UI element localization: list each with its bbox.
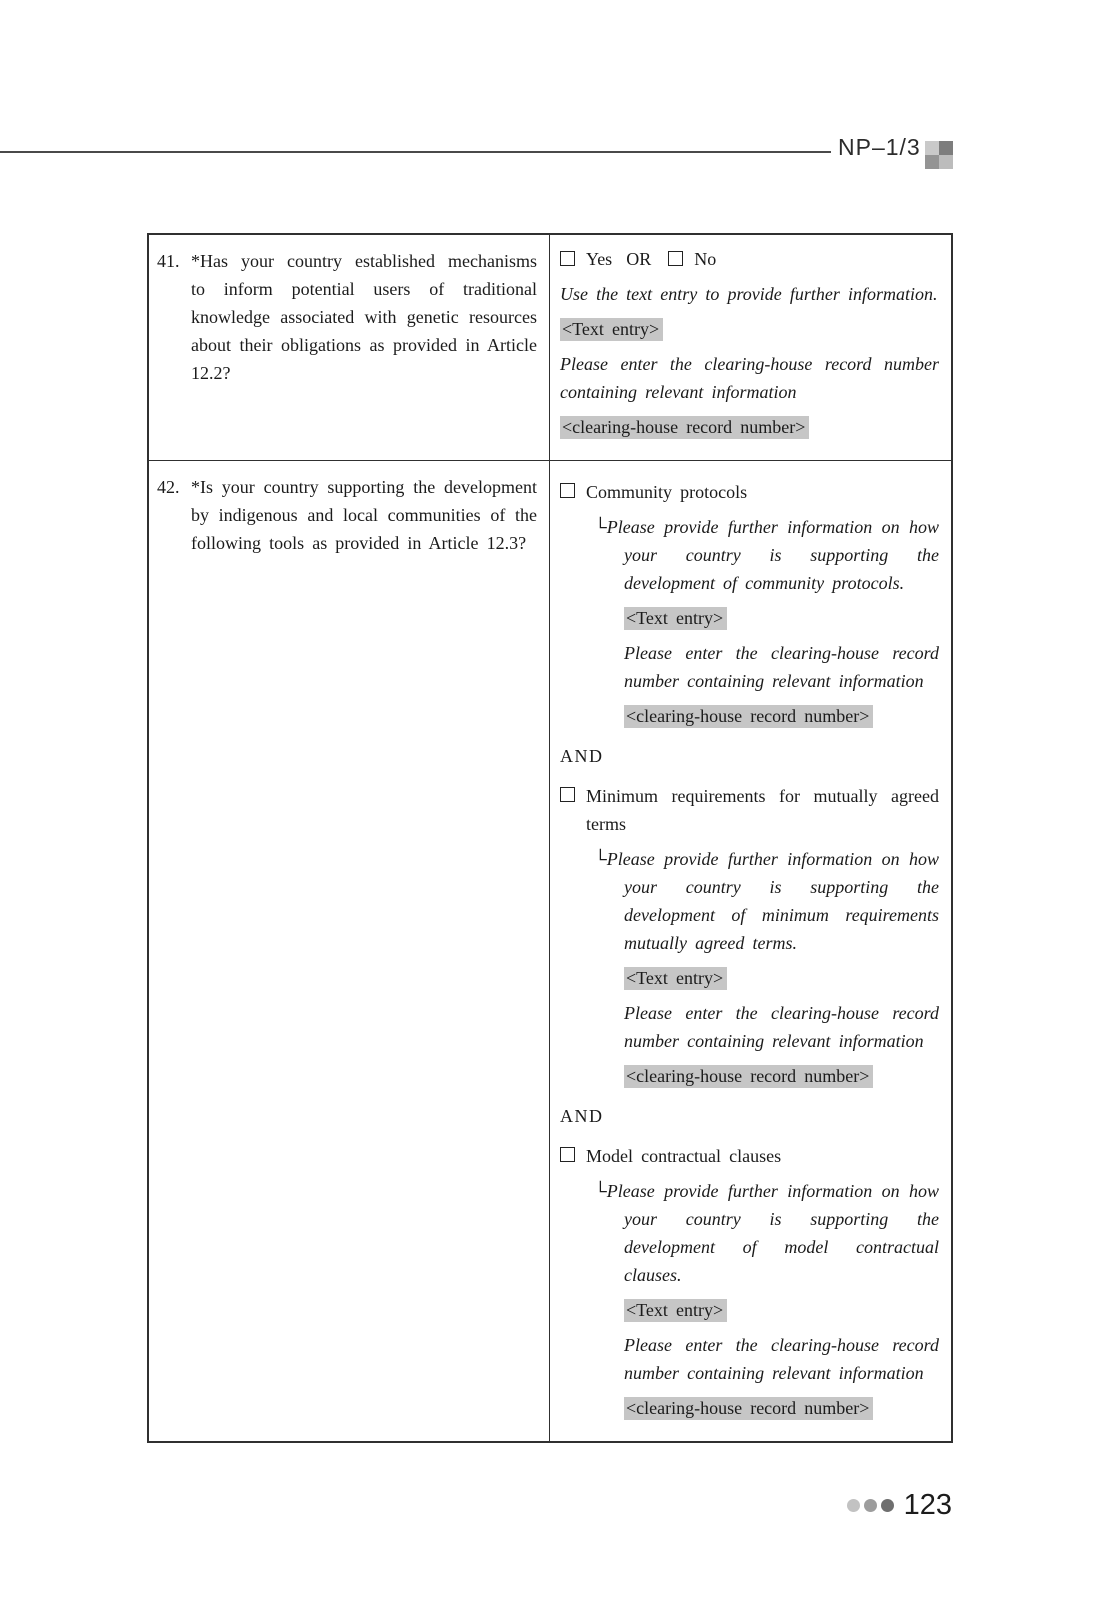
question-text: *Has your country established mechanisms to inform potential users of traditional knowledge associated with genetic resources about their obligations as provided in Article 12.2? xyxy=(191,251,537,383)
question-text: *Is your country supporting the development by indigenous and local communities of the following tools as provided in Article 12.3? xyxy=(191,477,537,553)
chr-instruction: Please enter the clearing-house record number containing relevant information xyxy=(624,1003,939,1051)
model-contractual-clauses-checkbox[interactable] xyxy=(560,1147,575,1162)
icon-square-tl xyxy=(925,141,939,155)
question-number: 42. xyxy=(157,477,180,497)
text-entry-field[interactable]: <Text entry> xyxy=(624,1299,727,1322)
yes-checkbox[interactable] xyxy=(560,251,575,266)
option-label: Community protocols xyxy=(586,482,748,502)
footer-dot-1 xyxy=(847,1499,860,1512)
option-label: Minimum requirements for mutually agreed terms xyxy=(586,786,939,834)
option-detail: └Please provide further information on how your country is supporting the development of model contractual clauses. xyxy=(594,1181,939,1285)
answer-41-cell xyxy=(550,235,951,460)
chr-instruction: Please enter the clearing-house record number containing relevant information xyxy=(624,643,939,691)
option-community-protocols xyxy=(560,478,939,730)
option-detail: └Please provide further information on how your country is supporting the development of minimum requirements mutually agreed terms. xyxy=(594,849,939,953)
or-label: OR xyxy=(626,249,652,269)
page-footer xyxy=(843,1489,952,1522)
corner-glyph: └ xyxy=(594,1181,607,1201)
minimum-requirements-checkbox[interactable] xyxy=(560,787,575,802)
header-rule xyxy=(0,151,831,153)
icon-square-bl xyxy=(925,155,939,169)
option-detail: └Please provide further information on how your country is supporting the development of community protocols. xyxy=(594,517,939,593)
no-checkbox[interactable] xyxy=(668,251,683,266)
yes-label: Yes xyxy=(586,249,613,269)
text-entry-field[interactable]: <Text entry> xyxy=(560,318,663,341)
doc-code: NP–1/3 xyxy=(838,134,921,160)
and-connector: AND xyxy=(560,1106,604,1126)
question-41-cell xyxy=(149,235,550,460)
chr-instruction: Please enter the clearing-house record number containing relevant information xyxy=(560,354,939,402)
page-number: 123 xyxy=(903,1489,952,1521)
no-label: No xyxy=(694,249,717,269)
option-label: Model contractual clauses xyxy=(586,1146,782,1166)
corner-glyph: └ xyxy=(594,517,607,537)
text-entry-field[interactable]: <Text entry> xyxy=(624,607,727,630)
text-entry-field[interactable]: <Text entry> xyxy=(624,967,727,990)
and-connector: AND xyxy=(560,746,604,766)
chr-number-field[interactable]: <clearing-house record number> xyxy=(624,1397,873,1420)
yes-no-choice xyxy=(560,245,939,273)
icon-square-br xyxy=(939,155,953,169)
chr-number-field[interactable]: <clearing-house record number> xyxy=(624,705,873,728)
question-42-cell xyxy=(149,461,550,1441)
chr-number-field[interactable]: <clearing-house record number> xyxy=(624,1065,873,1088)
option-model-contractual-clauses xyxy=(560,1142,939,1422)
footer-dot-2 xyxy=(864,1499,877,1512)
corner-glyph: └ xyxy=(594,849,607,869)
option-minimum-requirements xyxy=(560,782,939,1090)
table-row-question-42 xyxy=(149,460,951,1441)
checker-icon xyxy=(925,141,953,169)
community-protocols-checkbox[interactable] xyxy=(560,483,575,498)
chr-instruction: Please enter the clearing-house record number containing relevant information xyxy=(624,1335,939,1383)
icon-square-tr xyxy=(939,141,953,155)
answer-42-cell xyxy=(550,461,951,1441)
table-row-question-41 xyxy=(149,235,951,460)
footer-dot-3 xyxy=(881,1499,894,1512)
chr-number-field[interactable]: <clearing-house record number> xyxy=(560,416,809,439)
text-entry-instruction: Use the text entry to provide further information. xyxy=(560,284,938,304)
questionnaire-table xyxy=(147,233,953,1443)
question-number: 41. xyxy=(157,251,180,271)
